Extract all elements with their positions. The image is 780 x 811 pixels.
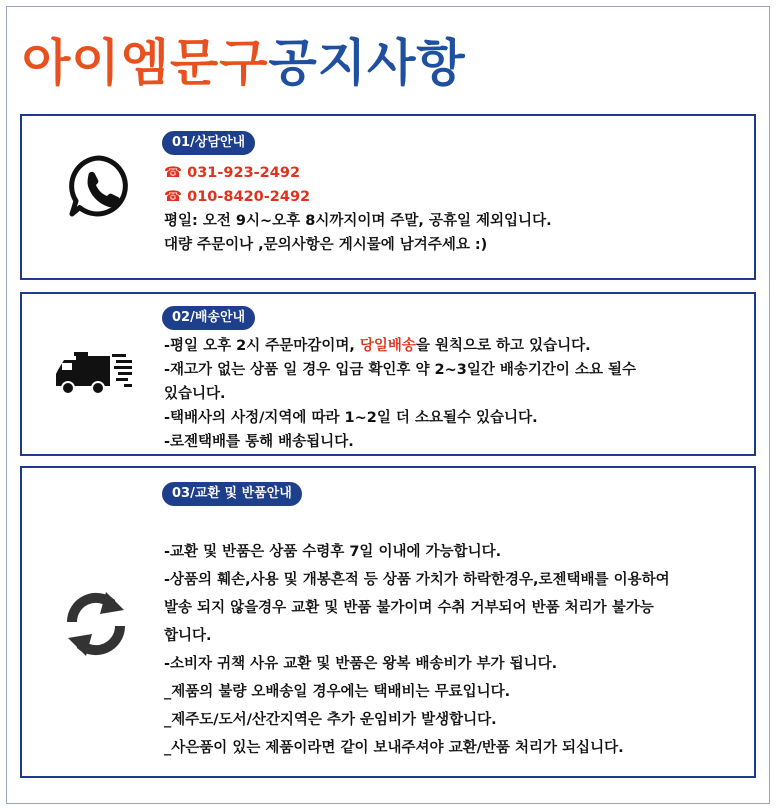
phone-number: ☎ 031-923-2492: [164, 165, 301, 181]
title-notice: 공지사항: [268, 34, 466, 92]
shipping-line: -로젠택배를 통해 배송됩니다.: [164, 434, 354, 450]
shipping-line: -택배사의 사정/지역에 따라 1~2일 더 소요될수 있습니다.: [164, 410, 538, 426]
shipping-line: 있습니다.: [164, 386, 226, 402]
return-line: _제주도/도서/산간지역은 추가 운임비가 발생합니다.: [164, 712, 497, 728]
section-badge: 03/교환 및 반품안내: [162, 482, 302, 506]
shipping-line: -재고가 없는 상품 일 경우 입금 확인후 약 2~3일간 배송기간이 소요 될수: [164, 362, 637, 378]
shipping-line: [164, 336, 591, 356]
phone-number: ☎ 010-8420-2492: [164, 189, 311, 205]
inquiry-text: 대량 주문이나 ,문의사항은 게시물에 남겨주세요 :): [164, 237, 488, 253]
shipping-line-text: -평일 오후 2시 주문마감이며,: [164, 338, 360, 354]
return-line: _제품의 불량 오배송일 경우에는 택배비는 무료입니다.: [164, 684, 511, 700]
return-line: 발송 되지 않을경우 교환 및 반품 불가이며 수취 거부되어 반품 처리가 불가능: [164, 600, 654, 616]
page-title: [22, 20, 466, 106]
section-badge: 01/상담안내: [162, 131, 255, 155]
delivery-truck-icon: [54, 348, 136, 396]
return-line: -소비자 귀책 사유 교환 및 반품은 왕복 배송비가 부가 됩니다.: [164, 656, 558, 672]
section-returns: [20, 466, 756, 778]
section-badge: 02/배송안내: [162, 306, 255, 330]
return-line: -교환 및 반품은 상품 수령후 7일 이내에 가능합니다.: [164, 544, 502, 560]
section-shipping: [20, 292, 756, 456]
title-brand: 아이엠문구: [22, 34, 269, 92]
whatsapp-phone-icon: [66, 154, 132, 220]
shipping-line-text: 을 원칙으로 하고 있습니다.: [415, 338, 591, 354]
hours-text: 평일: 오전 9시~오후 8시까지이며 주말, 공휴일 제외입니다.: [164, 213, 552, 229]
section-consultation: [20, 114, 756, 280]
return-line: -상품의 훼손,사용 및 개봉흔적 등 상품 가치가 하락한경우,로젠택배를 이용하여: [164, 572, 670, 588]
same-day-highlight: 당일배송: [359, 338, 416, 354]
return-line: 합니다.: [164, 628, 212, 644]
refresh-arrows-icon: [60, 588, 132, 660]
return-line: _사은품이 있는 제품이라면 같이 보내주셔야 교환/반품 처리가 되십니다.: [164, 740, 624, 756]
